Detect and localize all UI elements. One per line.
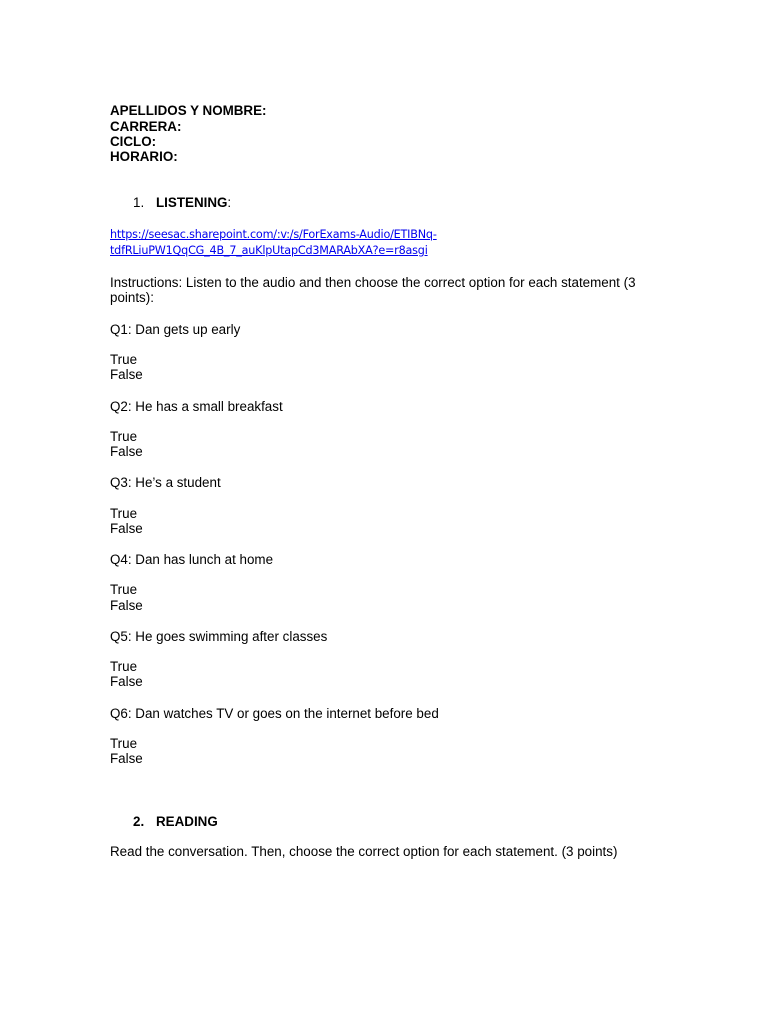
question-2-option-true[interactable]: True xyxy=(110,429,138,444)
section-1-number: 1. xyxy=(133,195,145,210)
question-5-option-true[interactable]: True xyxy=(110,659,138,674)
question-4: Q4: Dan has lunch at home xyxy=(110,552,274,567)
name-label: APELLIDOS Y NOMBRE: xyxy=(110,103,267,118)
section-1-heading xyxy=(156,195,231,210)
question-5: Q5: He goes swimming after classes xyxy=(110,629,328,644)
question-5-option-false[interactable]: False xyxy=(110,674,143,689)
audio-link-line-1[interactable]: https://seesac.sharepoint.com/:v:/s/ForExams-Audio/ETIBNq- xyxy=(110,228,437,241)
question-1-option-false[interactable]: False xyxy=(110,367,143,382)
question-6-option-true[interactable]: True xyxy=(110,736,138,751)
cycle-label: CICLO: xyxy=(110,134,157,149)
reading-instructions: Read the conversation. Then, choose the correct option for each statement. (3 points) xyxy=(110,844,618,859)
section-1-title-suffix: : xyxy=(227,195,232,210)
section-2-number: 2. xyxy=(133,814,145,829)
question-1: Q1: Dan gets up early xyxy=(110,322,241,337)
listening-instructions: Instructions: Listen to the audio and then choose the correct option for each statement (3 points): xyxy=(110,275,636,305)
question-4-option-false[interactable]: False xyxy=(110,598,143,613)
question-6-option-false[interactable]: False xyxy=(110,751,143,766)
schedule-label: HORARIO: xyxy=(110,149,178,164)
question-3-option-false[interactable]: False xyxy=(110,521,143,536)
section-2-title: READING xyxy=(156,814,218,829)
question-2: Q2: He has a small breakfast xyxy=(110,399,283,414)
question-1-option-true[interactable]: True xyxy=(110,352,138,367)
question-3-option-true[interactable]: True xyxy=(110,506,138,521)
question-3: Q3: He’s a student xyxy=(110,475,221,490)
career-label: CARRERA: xyxy=(110,119,182,134)
audio-link-line-2[interactable]: tdfRLiuPW1QqCG_4B_7_auKlpUtapCd3MARAbXA?e=r8asgi xyxy=(110,244,428,257)
section-1-title: LISTENING xyxy=(156,195,228,210)
question-6: Q6: Dan watches TV or goes on the internet before bed xyxy=(110,706,439,721)
question-2-option-false[interactable]: False xyxy=(110,444,143,459)
question-4-option-true[interactable]: True xyxy=(110,582,138,597)
